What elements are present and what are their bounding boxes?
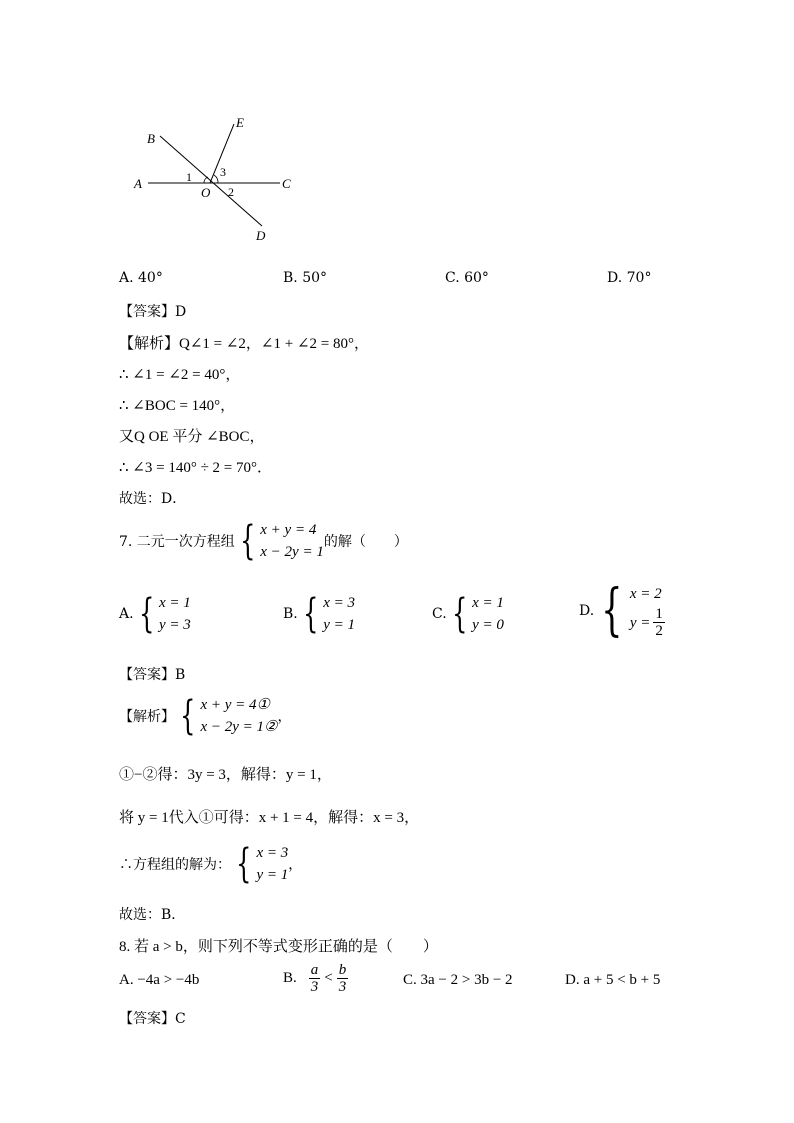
q7-step-3-eq1: x = 3 (256, 845, 289, 861)
q7-option-d-num: 1 (655, 606, 663, 622)
q8-option-c: C. 3a − 2 > 3b − 2 (403, 972, 513, 988)
q7-option-b: B. { x = 3 y = 1 (283, 591, 355, 637)
q7-option-c-line1: x = 1 (472, 595, 504, 611)
q8-option-b-num-a: a (310, 962, 319, 978)
q7-step-3-prefix: ∴方程组的解为： (119, 857, 231, 873)
q7-step-2: 将 y = 1代入①可得：x + 1 = 4，解得：x = 3， (119, 810, 420, 826)
q7-step-1: ①−②得：3y = 3，解得：y = 1， (119, 767, 332, 783)
q6-option-c: C. 60° (445, 270, 489, 286)
q7-analysis-suffix: ， (277, 709, 292, 725)
q6-analysis-line-5: ∴ ∠3 = 140° ÷ 2 = 70°． (119, 460, 273, 476)
label-angle-1: 1 (186, 170, 192, 184)
q7-option-b-line1: x = 3 (323, 595, 355, 611)
q8-answer: 【答案】C (119, 1011, 186, 1027)
q7-suffix: 的解（ ） (323, 534, 408, 550)
q8-option-b (283, 962, 348, 995)
label-a: A (134, 176, 142, 191)
q7-option-a-label: A. (119, 606, 134, 622)
q7-analysis-eq2: x − 2y = 1② (200, 719, 278, 735)
q7-eq2: x − 2y = 1 (260, 544, 324, 560)
q8-option-d: D. a + 5 < b + 5 (565, 972, 661, 988)
q7-analysis: 【解析】 { x + y = 4① x − 2y = 1② ， (119, 693, 292, 739)
label-angle-3: 3 (220, 165, 226, 179)
q6-conclusion: 故选：D． (119, 491, 187, 507)
q7-option-c-line2: y = 0 (472, 617, 504, 633)
q7-option-a-line2: y = 3 (159, 617, 191, 633)
angle-figure (120, 110, 320, 250)
q7-eq1: x + y = 4 (260, 522, 317, 538)
q7-option-c-label: C. (432, 606, 447, 622)
q6-option-d: D. 70° (607, 270, 652, 286)
q7-option-b-label: B. (283, 606, 298, 622)
label-c: C (282, 176, 291, 191)
q7-option-d: D. { x = 2 y = $\frac{1}{2}$ (579, 577, 663, 643)
q7-option-d-line1: x = 2 (629, 586, 662, 602)
q7-prefix: 7. 二元一次方程组 (119, 534, 235, 550)
q7-option-d-den: 2 (655, 623, 663, 639)
q7-answer: 【答案】B (119, 667, 186, 683)
q7-step-3-suffix: ， (288, 857, 303, 873)
q8-question: 8. 若 a > b，则下列不等式变形正确的是（ ） (119, 939, 438, 955)
q7-option-d-label: D. (579, 602, 595, 619)
q8-option-b-label: B. (283, 970, 297, 986)
q8-option-b-relation: < (324, 970, 333, 986)
q6-analysis-line-4: 又Q OE 平分 ∠BOC， (119, 429, 265, 445)
q7-option-d-line2: y = (629, 614, 651, 631)
q7-option-b-line2: y = 1 (323, 617, 355, 633)
q7-question (119, 519, 408, 563)
q8-option-b-num-b: b (338, 962, 347, 978)
q7-step-3-eq2: y = 1 (256, 867, 289, 883)
q8-option-b-den-b: 3 (338, 979, 347, 995)
label-b: B (147, 131, 155, 146)
label-d: D (256, 228, 266, 243)
q6-answer: 【答案】D (119, 304, 187, 320)
q8-option-b-den-a: 3 (310, 979, 319, 995)
q7-option-a-line1: x = 1 (159, 595, 191, 611)
q7-step-3: ∴方程组的解为： { x = 3 y = 1 ， (119, 841, 303, 887)
q7-option-a: A. { x = 1 y = 3 (119, 591, 191, 637)
q6-analysis-line-2: ∴ ∠1 = ∠2 = 40°， (119, 367, 241, 383)
q6-option-a: A. 40° (119, 270, 163, 286)
q7-conclusion: 故选：B． (119, 907, 186, 923)
q7-option-c: C. { x = 1 y = 0 (432, 591, 504, 637)
q6-analysis-line-1: 【解析】Q∠1 = ∠2，∠1 + ∠2 = 80°， (119, 336, 369, 352)
q8-option-a: A. −4a > −4b (119, 972, 200, 988)
q7-analysis-prefix: 【解析】 (119, 709, 175, 725)
label-o: O (201, 185, 211, 200)
label-e: E (236, 115, 244, 130)
q6-option-b: B. 50° (283, 270, 328, 286)
label-angle-2: 2 (228, 185, 234, 199)
q7-system: { x + y = 4 x − 2y = 1 (239, 518, 324, 564)
q6-analysis-line-3: ∴ ∠BOC = 140°， (119, 398, 236, 414)
angle-arc-3 (214, 175, 218, 183)
q7-analysis-eq1: x + y = 4① (200, 697, 270, 713)
